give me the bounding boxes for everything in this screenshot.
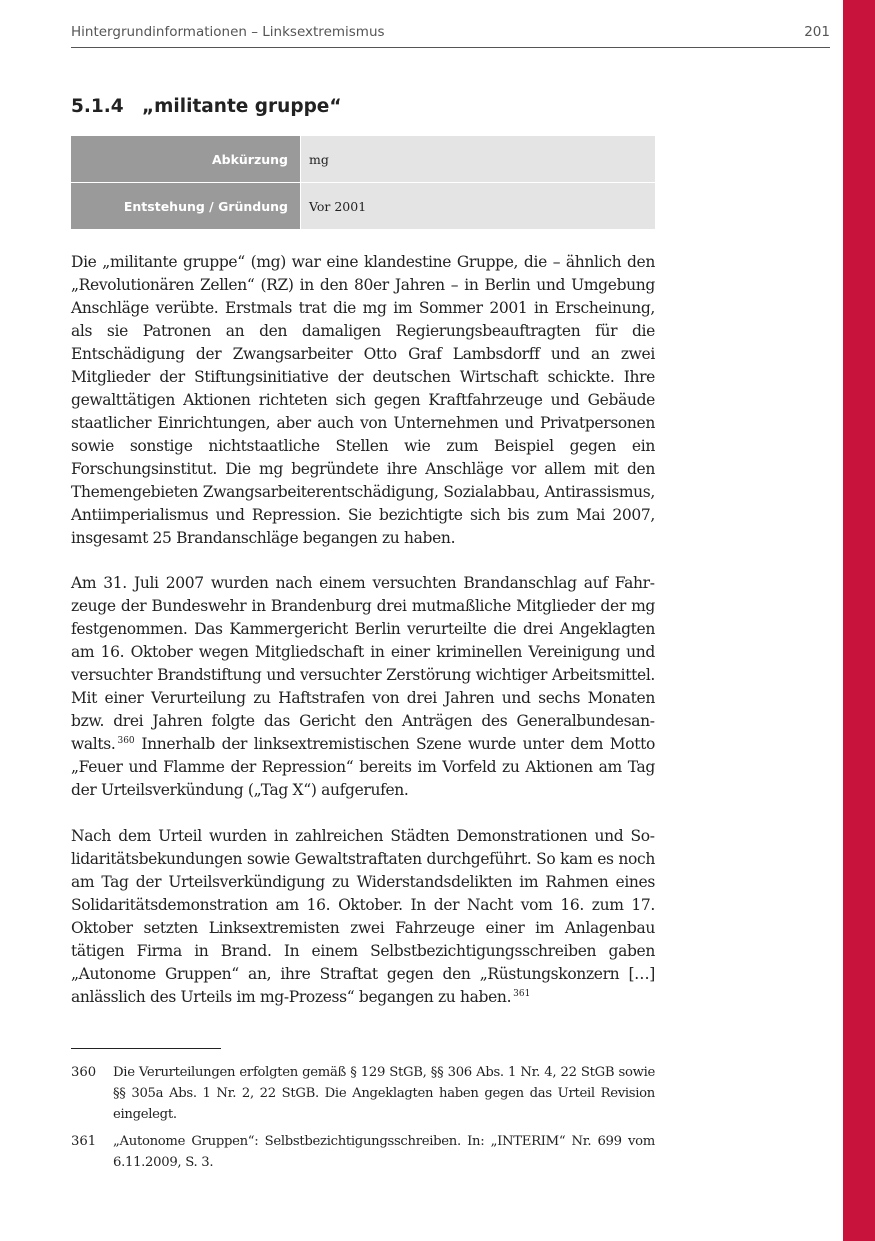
info-row-abbreviation [71, 136, 655, 182]
footnote-ref-360[interactable]: 360 [117, 736, 135, 746]
info-row-founding [71, 183, 655, 229]
section-number: 5.1.4 [71, 96, 124, 117]
info-label: Abkürzung [71, 136, 300, 182]
paragraph-part: Innerhalb der linksextremistischen Szene wurde unter dem Motto „Feuer und Flamme der Repression“ bereits im Vorfeld zu Aktionen am Tag der Urteilsverkündung („Tag X“) aufgerufen. [71, 735, 655, 799]
info-label: Entstehung / Gründung [71, 183, 300, 229]
footnote-divider [71, 1048, 221, 1049]
accent-color-bar [843, 0, 875, 1241]
info-value: mg [301, 136, 655, 182]
paragraph-text [71, 572, 655, 802]
footnote-360 [71, 1062, 655, 1125]
paragraph-text [71, 825, 655, 1009]
footnote-361 [71, 1131, 655, 1173]
info-value: Vor 2001 [301, 183, 655, 229]
footnote-text: „Autonome Gruppen“: Selbstbezichtigungsschreiben. In: „INTERIM“ Nr. 699 vom 6.11.2009, S. 3. [113, 1134, 655, 1170]
section-title: „militante gruppe“ [142, 96, 342, 117]
footnotes [71, 1062, 655, 1179]
footnote-number: 360 [71, 1065, 97, 1080]
running-header [71, 22, 830, 48]
paragraph-3 [71, 825, 655, 1009]
info-table [71, 136, 655, 230]
section-heading [71, 96, 342, 117]
footnote-number: 361 [71, 1134, 97, 1149]
running-title: Hintergrundinformationen – Linksextremismus [71, 24, 385, 40]
paragraph-text: Die „militante gruppe“ (mg) war eine klandestine Gruppe, die – ähnlich den „Revolutionären Zellen“ (RZ) in den 80er Jahren – in Berlin und Umgebung Anschläge verübte. Erstmals trat die mg im Sommer 2001 in Erscheinung, als sie Patronen an den damaligen Regierungsbeauftragten für die Entschädigung der Zwangsarbeiter Otto Graf Lambsdorff und an zwei Mitglieder der Stiftungsinitiative der deutschen Wirtschaft schickte. Ihre gewalttätigen Aktionen richteten sich gegen Kraftfahrzeuge und Gebäude staatlicher Einrichtungen, aber auch von Unternehmen und Privatpersonen sowie sonstige nichtstaatliche Stellen wie zum Beispiel gegen ein Forschungsinstitut. Die mg begründete ihre Anschläge vor allem mit den Themengebieten Zwangsarbeiterentschädigung, Sozialabbau, Antirassismus, Antiimperialismus und Repression. Sie bezichtigte sich bis zum Mai 2007, insgesamt 25 Brandanschläge begangen zu haben. [71, 253, 655, 547]
footnote-text: Die Verurteilungen erfolgten gemäß § 129 StGB, §§ 306 Abs. 1 Nr. 4, 22 StGB sowie §§ 305a Abs. 1 Nr. 2, 22 StGB. Die Angeklagten haben gegen das Urteil Revision eingelegt. [113, 1065, 655, 1122]
paragraph-1 [71, 251, 655, 550]
paragraph-2 [71, 572, 655, 802]
paragraph-part: Nach dem Urteil wurden in zahlreichen Städten Demonstrationen und Solidaritätsbekundungen sowie Gewaltstraftaten durchgeführt. So kam es noch am Tag der Urteilsverkündigung zu Widerstandsdelikten im Rahmen eines Solidaritätsdemonstration am 16. Oktober. In der Nacht vom 16. zum 17. Oktober setzten Linksextremisten zwei Fahrzeuge einer im Anlagenbau tätigen Firma in Brand. In einem Selbstbezichtigungsschreiben gaben „Autonome Gruppen“ an, ihre Straftat gegen den „Rüstungskonzern […] anlässlich des Urteils im mg-Prozess“ begangen zu haben. [71, 827, 655, 1006]
footnote-ref-361[interactable]: 361 [513, 989, 531, 999]
page-number: 201 [804, 24, 830, 40]
paragraph-part: Am 31. Juli 2007 wurden nach einem versuchten Brandanschlag auf Fahrzeuge der Bundeswehr in Brandenburg drei mutmaßliche Mitglieder der mg festgenommen. Das Kammergericht Berlin verurteilte die drei Angeklagten am 16. Oktober wegen Mitgliedschaft in einer kriminellen Vereinigung und versuchter Brandstiftung und versuchter Zerstörung wichtiger Arbeitsmittel. Mit einer Verurteilung zu Haftstrafen von drei Jahren und sechs Monaten bzw. drei Jahren folgte das Gericht den Anträgen des Generalbundesanwalts. [71, 574, 655, 753]
